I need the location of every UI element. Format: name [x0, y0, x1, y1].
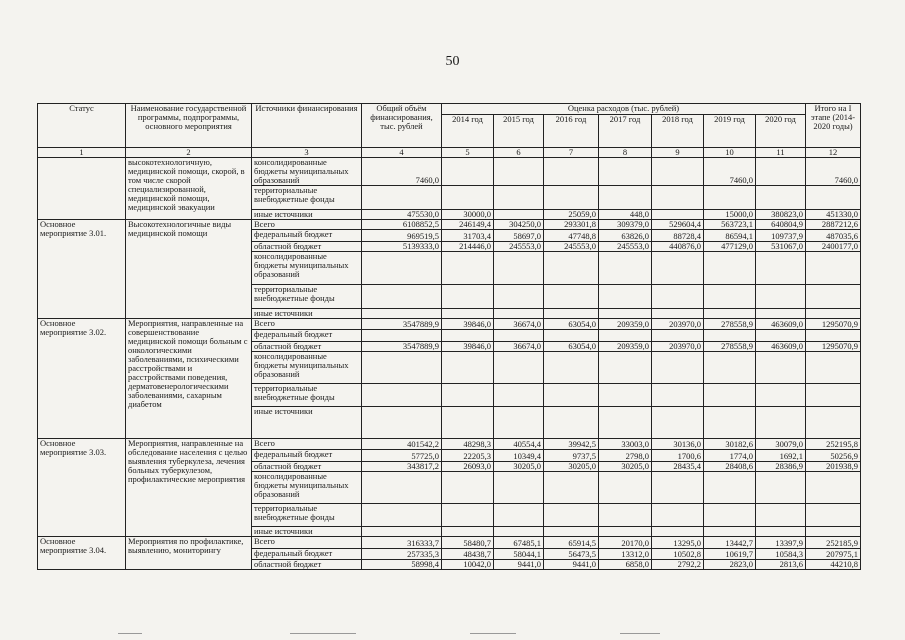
funding-source-cell: консолидированные бюджеты муниципальных образований: [252, 252, 362, 285]
year-value-cell: [544, 504, 599, 527]
year-value-cell: [494, 285, 544, 309]
status-cell: Основное мероприятие 3.01.: [38, 220, 126, 319]
total-cell: 475530,0: [362, 210, 442, 220]
status-cell: Основное мероприятие 3.03.: [38, 439, 126, 537]
total-cell: [362, 285, 442, 309]
year-value-cell: [756, 252, 806, 285]
total-cell: 969519,5: [362, 230, 442, 242]
year-value-cell: [756, 504, 806, 527]
scan-artifact-line: [290, 633, 356, 634]
year-value-cell: [756, 158, 806, 186]
table-row: [38, 158, 861, 186]
funding-source-cell: федеральный бюджет: [252, 230, 362, 242]
year-value-cell: 47748,8: [544, 230, 599, 242]
year-value-cell: 30079,0: [756, 439, 806, 450]
year-value-cell: [442, 186, 494, 210]
year-value-cell: [599, 186, 652, 210]
total-cell: 401542,2: [362, 439, 442, 450]
year-value-cell: 304250,0: [494, 220, 544, 230]
year-value-cell: [652, 252, 704, 285]
page-number: 50: [445, 54, 460, 69]
year-value-cell: [494, 504, 544, 527]
total-cell: 3547889,9: [362, 319, 442, 330]
funding-source-cell: Всего: [252, 220, 362, 230]
funding-source-cell: областной бюджет: [252, 342, 362, 352]
year-value-cell: 9441,0: [494, 560, 544, 570]
year-value-cell: [494, 384, 544, 407]
year-value-cell: [652, 309, 704, 319]
total-cell: 343817,2: [362, 462, 442, 472]
stage-total-cell: 252185,9: [806, 537, 861, 549]
year-value-cell: [599, 384, 652, 407]
budget-table-body: [38, 158, 861, 570]
year-value-cell: 214446,0: [442, 242, 494, 252]
stage-total-cell: [806, 285, 861, 309]
stage-total-cell: 201938,9: [806, 462, 861, 472]
funding-source-cell: территориальные внебюджетные фонды: [252, 384, 362, 407]
year-value-cell: 30182,6: [704, 439, 756, 450]
year-value-cell: [442, 472, 494, 504]
year-value-cell: [704, 309, 756, 319]
year-value-cell: [442, 352, 494, 384]
year-value-cell: [756, 407, 806, 439]
year-value-cell: 463609,0: [756, 319, 806, 330]
year-value-cell: [544, 527, 599, 537]
year-value-cell: [704, 504, 756, 527]
measure-name-cell: высокотехнологичную, медицинской помощи, скорой, в том числе скорой специализированной, медицинской помощи, медицинской эвакуации: [126, 158, 252, 220]
year-value-cell: 30205,0: [544, 462, 599, 472]
year-value-cell: 58697,0: [494, 230, 544, 242]
year-value-cell: 67485,1: [494, 537, 544, 549]
year-value-cell: [652, 330, 704, 342]
table-row: [38, 220, 861, 230]
year-value-cell: [544, 186, 599, 210]
year-value-cell: [704, 186, 756, 210]
stage-total-cell: 1295070,9: [806, 342, 861, 352]
year-value-cell: [652, 210, 704, 220]
funding-source-cell: областной бюджет: [252, 242, 362, 252]
total-cell: [362, 527, 442, 537]
year-value-cell: [756, 330, 806, 342]
stage-total-cell: [806, 186, 861, 210]
header-year: 2015 год: [494, 115, 544, 148]
year-value-cell: 36674,0: [494, 319, 544, 330]
year-value-cell: 278558,9: [704, 342, 756, 352]
header-sources: Источники финансирования: [252, 104, 362, 148]
year-value-cell: 13295,0: [652, 537, 704, 549]
year-value-cell: [494, 309, 544, 319]
column-number: 11: [756, 148, 806, 158]
year-value-cell: [544, 309, 599, 319]
header-year: 2016 год: [544, 115, 599, 148]
year-value-cell: [652, 527, 704, 537]
year-value-cell: 63826,0: [599, 230, 652, 242]
year-value-cell: [756, 352, 806, 384]
year-value-cell: 203970,0: [652, 342, 704, 352]
year-value-cell: [442, 407, 494, 439]
year-value-cell: [544, 352, 599, 384]
stage-total-cell: 2887212,6: [806, 220, 861, 230]
year-value-cell: [442, 384, 494, 407]
total-cell: 257335,3: [362, 549, 442, 560]
year-value-cell: 39942,5: [544, 439, 599, 450]
total-cell: 5139333,0: [362, 242, 442, 252]
year-value-cell: [442, 252, 494, 285]
funding-source-cell: Всего: [252, 537, 362, 549]
header-year: 2014 год: [442, 115, 494, 148]
header-year: 2020 год: [756, 115, 806, 148]
year-value-cell: 39846,0: [442, 342, 494, 352]
year-value-cell: 65914,5: [544, 537, 599, 549]
year-value-cell: [544, 158, 599, 186]
stage-total-cell: 487035,6: [806, 230, 861, 242]
year-value-cell: 278558,9: [704, 319, 756, 330]
total-cell: 58998,4: [362, 560, 442, 570]
measure-name-cell: Мероприятия по профилактике, выявлению, мониторингу: [126, 537, 252, 570]
total-cell: [362, 407, 442, 439]
year-value-cell: 31703,4: [442, 230, 494, 242]
stage-total-cell: 207975,1: [806, 549, 861, 560]
year-value-cell: 63054,0: [544, 342, 599, 352]
stage-total-cell: [806, 527, 861, 537]
year-value-cell: [494, 210, 544, 220]
year-value-cell: [652, 504, 704, 527]
year-value-cell: [756, 285, 806, 309]
year-value-cell: [599, 252, 652, 285]
total-cell: 316333,7: [362, 537, 442, 549]
budget-table: [37, 103, 861, 570]
year-value-cell: 2813,6: [756, 560, 806, 570]
year-value-cell: 28386,9: [756, 462, 806, 472]
stage-total-cell: 50256,9: [806, 450, 861, 462]
year-value-cell: [544, 252, 599, 285]
year-value-cell: [652, 352, 704, 384]
year-value-cell: [756, 384, 806, 407]
year-value-cell: 10502,8: [652, 549, 704, 560]
total-cell: 57725,0: [362, 450, 442, 462]
year-value-cell: [442, 330, 494, 342]
year-value-cell: 448,0: [599, 210, 652, 220]
year-value-cell: [442, 309, 494, 319]
measure-name-cell: Мероприятия, направленные на обследование населения с целью выявления туберкулеза, лечения больных туберкулезом, профилактические мероприятия: [126, 439, 252, 537]
year-value-cell: 58044,1: [494, 549, 544, 560]
funding-source-cell: федеральный бюджет: [252, 450, 362, 462]
year-value-cell: 1700,6: [652, 450, 704, 462]
funding-source-cell: территориальные внебюджетные фонды: [252, 285, 362, 309]
year-value-cell: [544, 472, 599, 504]
header-year: 2019 год: [704, 115, 756, 148]
year-value-cell: [704, 330, 756, 342]
year-value-cell: 10584,3: [756, 549, 806, 560]
funding-source-cell: областной бюджет: [252, 560, 362, 570]
year-value-cell: [599, 285, 652, 309]
funding-source-cell: иные источники: [252, 407, 362, 439]
scan-artifact-line: [470, 633, 516, 634]
funding-source-cell: областной бюджет: [252, 462, 362, 472]
year-value-cell: 25059,0: [544, 210, 599, 220]
column-number: 7: [544, 148, 599, 158]
funding-source-cell: консолидированные бюджеты муниципальных образований: [252, 158, 362, 186]
year-value-cell: 30000,0: [442, 210, 494, 220]
table-row: [38, 537, 861, 549]
year-value-cell: 246149,4: [442, 220, 494, 230]
year-value-cell: 56473,5: [544, 549, 599, 560]
year-value-cell: 28408,6: [704, 462, 756, 472]
stage-total-cell: [806, 330, 861, 342]
column-number: 10: [704, 148, 756, 158]
column-number: 8: [599, 148, 652, 158]
year-value-cell: [652, 186, 704, 210]
year-value-cell: 13442,7: [704, 537, 756, 549]
year-value-cell: [494, 527, 544, 537]
year-value-cell: 7460,0: [704, 158, 756, 186]
year-value-cell: [704, 285, 756, 309]
funding-source-cell: федеральный бюджет: [252, 330, 362, 342]
year-value-cell: [442, 504, 494, 527]
stage-total-cell: [806, 309, 861, 319]
year-value-cell: [494, 158, 544, 186]
stage-total-cell: [806, 407, 861, 439]
year-value-cell: 293301,8: [544, 220, 599, 230]
funding-source-cell: консолидированные бюджеты муниципальных образований: [252, 472, 362, 504]
year-value-cell: 10619,7: [704, 549, 756, 560]
total-cell: [362, 330, 442, 342]
year-value-cell: 440876,0: [652, 242, 704, 252]
scan-artifact-line: [118, 633, 142, 634]
funding-source-cell: территориальные внебюджетные фонды: [252, 504, 362, 527]
total-cell: [362, 186, 442, 210]
stage-total-cell: [806, 352, 861, 384]
year-value-cell: [599, 330, 652, 342]
column-number: 2: [126, 148, 252, 158]
year-value-cell: 209359,0: [599, 342, 652, 352]
year-value-cell: [599, 309, 652, 319]
stage-total-cell: [806, 384, 861, 407]
year-value-cell: [544, 285, 599, 309]
year-value-cell: [544, 384, 599, 407]
year-value-cell: [599, 472, 652, 504]
column-number: 6: [494, 148, 544, 158]
table-row: [38, 439, 861, 450]
year-value-cell: [494, 352, 544, 384]
year-value-cell: 9441,0: [544, 560, 599, 570]
year-value-cell: 1692,1: [756, 450, 806, 462]
header-year: 2018 год: [652, 115, 704, 148]
funding-source-cell: иные источники: [252, 527, 362, 537]
year-value-cell: 86594,1: [704, 230, 756, 242]
year-value-cell: [599, 407, 652, 439]
column-number: 1: [38, 148, 126, 158]
funding-source-cell: Всего: [252, 439, 362, 450]
stage-total-cell: 252195,8: [806, 439, 861, 450]
year-value-cell: 63054,0: [544, 319, 599, 330]
year-value-cell: 563723,1: [704, 220, 756, 230]
funding-source-cell: иные источники: [252, 309, 362, 319]
year-value-cell: [652, 384, 704, 407]
table-row: [38, 319, 861, 330]
year-value-cell: 39846,0: [442, 319, 494, 330]
funding-source-cell: Всего: [252, 319, 362, 330]
column-number: 9: [652, 148, 704, 158]
year-value-cell: 13397,9: [756, 537, 806, 549]
year-value-cell: [599, 158, 652, 186]
funding-source-cell: консолидированные бюджеты муниципальных образований: [252, 352, 362, 384]
year-value-cell: 9737,5: [544, 450, 599, 462]
header-year: 2017 год: [599, 115, 652, 148]
header-stage-total: Итого на I этапе (2014-2020 годы): [806, 104, 861, 148]
measure-name-cell: Высокотехнологичные виды медицинской помощи: [126, 220, 252, 319]
year-value-cell: [494, 186, 544, 210]
year-value-cell: 245553,0: [544, 242, 599, 252]
year-value-cell: [704, 384, 756, 407]
year-value-cell: 48298,3: [442, 439, 494, 450]
funding-source-cell: федеральный бюджет: [252, 549, 362, 560]
stage-total-cell: 1295070,9: [806, 319, 861, 330]
stage-total-cell: 2400177,0: [806, 242, 861, 252]
year-value-cell: [544, 407, 599, 439]
header-status: Статус: [38, 104, 126, 148]
year-value-cell: [704, 527, 756, 537]
year-value-cell: [652, 285, 704, 309]
year-value-cell: 309379,0: [599, 220, 652, 230]
year-value-cell: [652, 158, 704, 186]
stage-total-cell: 7460,0: [806, 158, 861, 186]
year-value-cell: 26093,0: [442, 462, 494, 472]
total-cell: [362, 504, 442, 527]
column-number: 3: [252, 148, 362, 158]
header-total: Общий объём финансирования, тыс. рублей: [362, 104, 442, 148]
year-value-cell: 15000,0: [704, 210, 756, 220]
status-cell: [38, 158, 126, 220]
total-cell: 6108852,5: [362, 220, 442, 230]
year-value-cell: 380823,0: [756, 210, 806, 220]
year-value-cell: 88728,4: [652, 230, 704, 242]
total-cell: [362, 384, 442, 407]
year-value-cell: 28435,4: [652, 462, 704, 472]
year-value-cell: 22205,3: [442, 450, 494, 462]
status-cell: Основное мероприятие 3.04.: [38, 537, 126, 570]
year-value-cell: 2798,0: [599, 450, 652, 462]
year-value-cell: 529604,4: [652, 220, 704, 230]
stage-total-cell: [806, 504, 861, 527]
year-value-cell: 6858,0: [599, 560, 652, 570]
year-value-cell: 58480,7: [442, 537, 494, 549]
stage-total-cell: 451330,0: [806, 210, 861, 220]
stage-total-cell: [806, 472, 861, 504]
year-value-cell: 33003,0: [599, 439, 652, 450]
year-value-cell: [544, 330, 599, 342]
year-value-cell: [756, 309, 806, 319]
column-number: 12: [806, 148, 861, 158]
year-value-cell: [704, 252, 756, 285]
year-value-cell: 109737,9: [756, 230, 806, 242]
year-value-cell: [599, 504, 652, 527]
total-cell: [362, 252, 442, 285]
year-value-cell: 30205,0: [494, 462, 544, 472]
scan-artifact-line: [620, 633, 660, 634]
year-value-cell: [652, 407, 704, 439]
year-value-cell: [704, 472, 756, 504]
year-value-cell: 30136,0: [652, 439, 704, 450]
year-value-cell: 1774,0: [704, 450, 756, 462]
year-value-cell: 2792,2: [652, 560, 704, 570]
year-value-cell: [494, 407, 544, 439]
year-value-cell: [442, 158, 494, 186]
funding-source-cell: территориальные внебюджетные фонды: [252, 186, 362, 210]
header-estimate: Оценка расходов (тыс. рублей): [442, 104, 806, 115]
year-value-cell: [756, 472, 806, 504]
year-value-cell: 2823,0: [704, 560, 756, 570]
status-cell: Основное мероприятие 3.02.: [38, 319, 126, 439]
year-value-cell: [494, 472, 544, 504]
year-value-cell: 48438,7: [442, 549, 494, 560]
total-cell: [362, 352, 442, 384]
total-cell: 7460,0: [362, 158, 442, 186]
year-value-cell: [756, 186, 806, 210]
measure-name-cell: Мероприятия, направленные на совершенствование медицинской помощи больным с онкологическими заболеваниями, психическими расстройствами и расстройствами поведения, дерматовенерологическими заболеваниями, сахарным диабетом: [126, 319, 252, 439]
header-name: Наименование государственной программы, подпрограммы, основного мероприятия: [126, 104, 252, 148]
year-value-cell: 209359,0: [599, 319, 652, 330]
year-value-cell: [494, 330, 544, 342]
year-value-cell: 531067,0: [756, 242, 806, 252]
year-value-cell: 10349,4: [494, 450, 544, 462]
year-value-cell: 20170,0: [599, 537, 652, 549]
year-value-cell: 30205,0: [599, 462, 652, 472]
year-value-cell: [442, 285, 494, 309]
year-value-cell: [599, 527, 652, 537]
year-value-cell: 10042,0: [442, 560, 494, 570]
year-value-cell: 13312,0: [599, 549, 652, 560]
year-value-cell: [599, 352, 652, 384]
year-value-cell: [704, 407, 756, 439]
year-value-cell: [652, 472, 704, 504]
year-value-cell: 245553,0: [494, 242, 544, 252]
year-value-cell: [756, 527, 806, 537]
column-number: 4: [362, 148, 442, 158]
total-cell: [362, 472, 442, 504]
year-value-cell: 477129,0: [704, 242, 756, 252]
total-cell: [362, 309, 442, 319]
year-value-cell: [704, 352, 756, 384]
funding-source-cell: иные источники: [252, 210, 362, 220]
stage-total-cell: [806, 252, 861, 285]
year-value-cell: 245553,0: [599, 242, 652, 252]
stage-total-cell: 44210,8: [806, 560, 861, 570]
year-value-cell: 640804,9: [756, 220, 806, 230]
year-value-cell: 463609,0: [756, 342, 806, 352]
total-cell: 3547889,9: [362, 342, 442, 352]
year-value-cell: 203970,0: [652, 319, 704, 330]
year-value-cell: [442, 527, 494, 537]
year-value-cell: [494, 252, 544, 285]
column-number: 5: [442, 148, 494, 158]
year-value-cell: 40554,4: [494, 439, 544, 450]
year-value-cell: 36674,0: [494, 342, 544, 352]
